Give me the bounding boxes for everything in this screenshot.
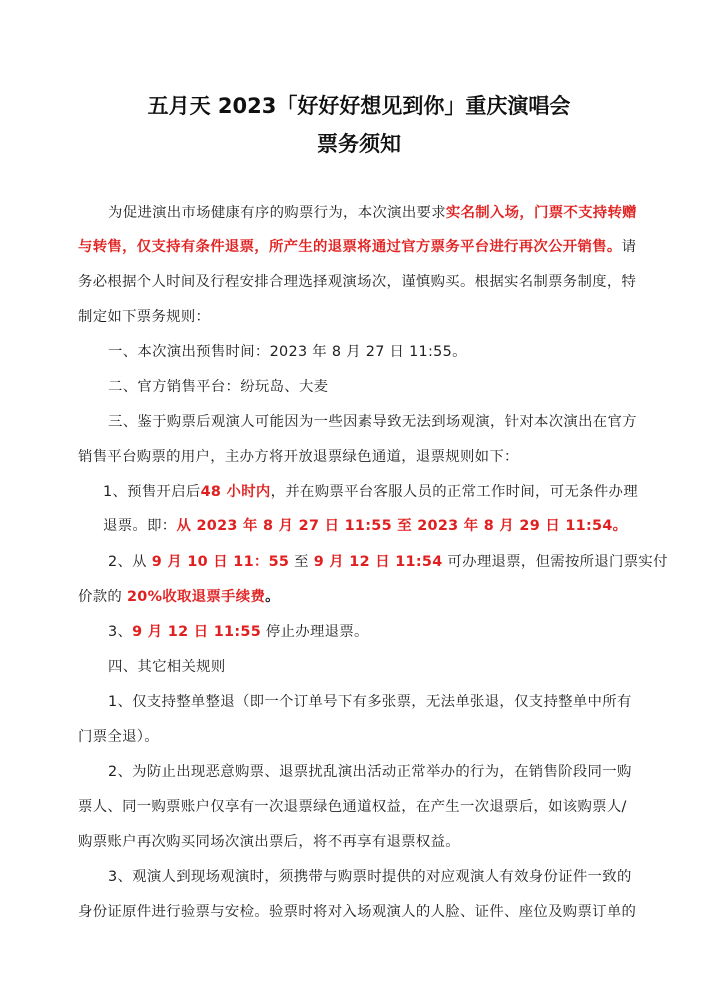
other-rule-1-line-1: 1、仅支持整单整退（即一个订单号下有多张票，无法单张退，仅支持整单中所有	[108, 694, 632, 710]
rule-emphasis: 48 小时内	[200, 484, 271, 500]
intro-line-3: 务必根据个人时间及行程安排合理选择观演场次，谨慎购买。根据实名制票务制度，特	[78, 274, 637, 290]
other-rule-3-line-2: 身份证原件进行验票与安检。验票时将对入场观演人的人脸、证件、座位及购票订单的	[78, 904, 637, 920]
intro-emphasis: 与转售，仅支持有条件退票，所产生的	[78, 239, 328, 255]
section-refund-intro-1: 三、鉴于购票后观演人可能因为一些因素导致无法到场观演，针对本次演出在官方	[108, 414, 637, 430]
section-presale-time: 一、本次演出预售时间：2023 年 8 月 27 日 11:55。	[108, 344, 467, 360]
rule-text: 。	[265, 589, 280, 605]
rule-emphasis: 从 2023 年 8 月 27 日 11:55 至 2023 年 8 月 29 日 11:54。	[176, 518, 628, 534]
document-title: 五月天 2023「好好好想见到你」重庆演唱会	[147, 94, 571, 118]
intro-text: 为促进演出市场健康有序的购票行为，本次演出要求	[108, 205, 446, 221]
section-platform: 二、官方销售平台：纷玩岛、大麦	[108, 379, 329, 395]
rule-text: 退票。即：	[103, 518, 177, 534]
other-rule-3-line-1: 3、观演人到现场观演时，须携带与购票时提供的对应观演人有效身份证件一致的	[108, 869, 632, 885]
refund-rule-2-line-1	[108, 550, 668, 571]
rule-emphasis: 9 月 12 日 11:54	[313, 554, 443, 570]
rule-text: ，并在购票平台客服人员的正常工作时间，可无条件办理	[270, 484, 638, 500]
intro-text: 请	[621, 239, 637, 255]
rule-text: 2、从	[108, 554, 152, 570]
refund-rule-1-line-2	[103, 514, 627, 535]
rule-text: 价款的	[78, 589, 127, 605]
refund-rule-1-line-1	[103, 480, 638, 501]
intro-emphasis: 实名制入场，门票不支持转赠	[445, 205, 637, 221]
rule-emphasis: 20%收取退票手续费	[126, 589, 266, 605]
other-rule-2-line-2: 票人、同一购票账户仅享有一次退票绿色通道权益，在产生一次退票后，如该购票人/	[78, 799, 627, 815]
rule-text: 可办理退票，但需按所退门票实付	[442, 554, 668, 570]
rule-emphasis: 9 月 12 日 11:55	[132, 624, 262, 640]
rule-text: 停止办理退票。	[261, 624, 369, 640]
rule-text: 1、预售开启后	[103, 484, 201, 500]
rule-text: 3、	[108, 624, 133, 640]
intro-emphasis: 退票将通过官方票务平台进行再次公开销售。	[327, 239, 622, 255]
intro-line-2	[78, 235, 636, 256]
intro-line-4: 制定如下票务规则：	[78, 309, 211, 325]
section-other-rules: 四、其它相关规则	[108, 659, 226, 675]
section-refund-intro-2: 销售平台购票的用户，主办方将开放退票绿色通道，退票规则如下：	[78, 449, 519, 465]
refund-rule-2-line-2	[78, 585, 280, 606]
rule-emphasis: 9 月 10 日 11：55	[151, 554, 290, 570]
refund-rule-3	[108, 620, 369, 641]
rule-text: 至	[289, 554, 314, 570]
other-rule-2-line-1: 2、为防止出现恶意购票、退票扰乱演出活动正常举办的行为，在销售阶段同一购	[108, 764, 632, 780]
other-rule-1-line-2: 门票全退）。	[78, 729, 159, 745]
other-rule-2-line-3: 购票账户再次购买同场次演出票后，将不再享有退票权益。	[78, 834, 460, 850]
intro-line-1	[108, 201, 637, 222]
document-subtitle: 票务须知	[317, 132, 401, 156]
